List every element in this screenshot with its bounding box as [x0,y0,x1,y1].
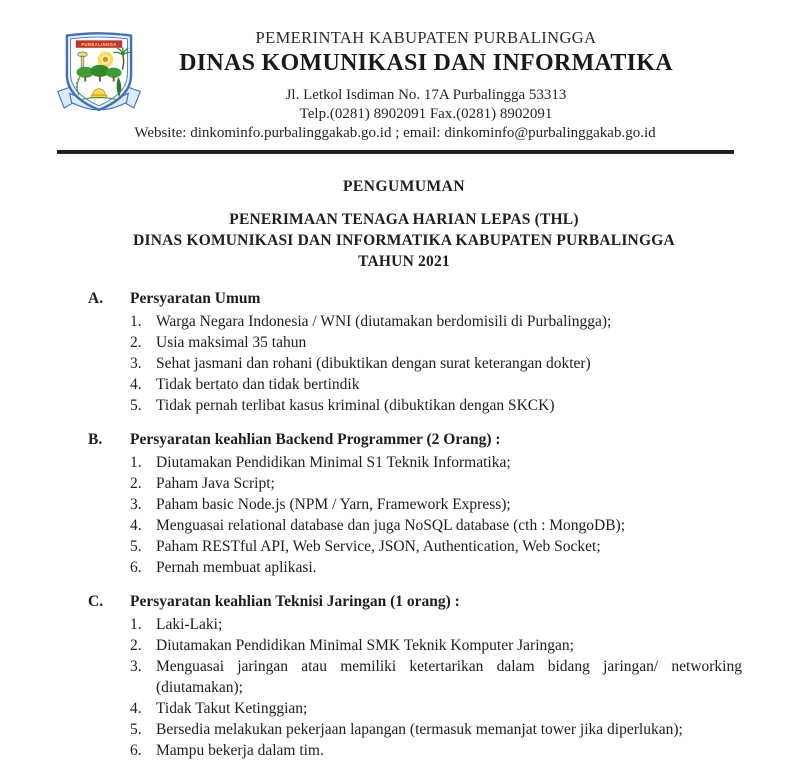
list-item [130,311,742,332]
section-label: C. [88,593,104,610]
list-item [130,635,742,656]
section-heading-row [88,591,742,613]
website-email-line: Website: dinkominfo.purbalinggakab.go.id ; email: dinkominfo@purbalinggakab.go.id [134,125,656,141]
list-item [130,395,742,416]
section-label: A. [88,290,104,307]
item-text: Paham Java Script; [156,475,275,492]
letterhead-text [118,28,734,124]
phone-fax-line: Telp.(0281) 8902091 Fax.(0281) 8902091 [299,106,553,122]
item-text: Laki-Laki; [156,616,223,633]
section-backend-programmer [88,429,742,578]
list-item [130,719,742,740]
item-text: Tidak pernah terlibat kasus kriminal (dibuktikan dengan SKCK) [156,397,555,414]
document-body [0,288,808,761]
section-heading: Persyaratan keahlian Backend Programmer (2 Orang) : [130,431,501,448]
subtitle-line-3: TAHUN 2021 [358,253,450,270]
section-teknisi-jaringan [88,591,742,761]
item-text: Diutamakan Pendidikan Minimal SMK Teknik Komputer Jaringan; [156,637,574,654]
item-number: 2. [130,475,142,492]
item-number: 3. [130,496,142,513]
item-number: 2. [130,334,142,351]
government-name: PEMERINTAH KABUPATEN PURBALINGGA [255,28,597,47]
subtitle-line-1: PENERIMAAN TENAGA HARIAN LEPAS (THL) [229,211,579,228]
list-item [130,452,742,473]
item-number: 3. [130,355,142,372]
list-item [130,515,742,536]
letterhead-divider [57,150,734,154]
list-item [130,656,742,698]
section-items [130,614,742,761]
subtitle-line-2: DINAS KOMUNIKASI DAN INFORMATIKA KABUPATEN PURBALINGGA [133,232,675,249]
list-item [130,614,742,635]
item-text: Menguasai relational database dan juga NoSQL database (cth : MongoDB); [156,517,626,534]
item-text: Warga Negara Indonesia / WNI (diutamakan berdomisili di Purbalingga); [156,313,612,330]
item-text: Paham RESTful API, Web Service, JSON, Authentication, Web Socket; [156,538,601,555]
list-item [130,494,742,515]
item-text: Bersedia melakukan pekerjaan lapangan (termasuk memanjat tower jika diperlukan); [156,721,683,738]
item-number: 4. [130,376,142,393]
purbalingga-crest-logo [53,31,145,119]
item-number: 1. [130,616,142,633]
announcement-subtitle [0,209,808,272]
item-text: Paham basic Node.js (NPM / Yarn, Framework Express); [156,496,511,513]
item-number: 3. [130,658,142,675]
list-item [130,698,742,719]
item-number: 6. [130,559,142,576]
item-number: 5. [130,397,142,414]
letterhead [0,0,808,154]
section-items [130,452,742,578]
item-text: Mampu bekerja dalam tim. [156,742,324,759]
item-number: 1. [130,313,142,330]
item-number: 2. [130,637,142,654]
item-number: 5. [130,721,142,738]
list-item [130,374,742,395]
crest-banner-text: PURBALINGGA [81,41,117,47]
list-item [130,740,742,761]
item-text: Diutamakan Pendidikan Minimal S1 Teknik Informatika; [156,454,511,471]
list-item [130,557,742,578]
item-number: 4. [130,517,142,534]
section-heading: Persyaratan Umum [130,290,261,307]
list-item [130,536,742,557]
address-block [118,86,734,124]
section-heading-row [88,429,742,451]
section-heading-row [88,288,742,310]
list-item [130,473,742,494]
section-label: B. [88,431,103,448]
item-text: Pernah membuat aplikasi. [156,559,317,576]
list-item [130,353,742,374]
section-persyaratan-umum [88,288,742,416]
section-items [130,311,742,416]
item-text: Tidak bertato dan tidak bertindik [156,376,360,393]
announcement-title: PENGUMUMAN [342,178,466,195]
address-line: Jl. Letkol Isdiman No. 17A Purbalingga 53313 [285,87,567,103]
item-number: 4. [130,700,142,717]
list-item [130,332,742,353]
item-number: 1. [130,454,142,471]
section-heading: Persyaratan keahlian Teknisi Jaringan (1 orang) : [130,593,460,610]
agency-name: DINAS KOMUNIKASI DAN INFORMATIKA [179,50,673,76]
item-number: 5. [130,538,142,555]
item-text: Sehat jasmani dan rohani (dibuktikan dengan surat keterangan dokter) [156,355,591,372]
item-text: Usia maksimal 35 tahun [156,334,307,351]
item-text: Menguasai jaringan atau memiliki ketertarikan dalam bidang jaringan/ networking (diutamakan); [156,658,742,696]
item-text: Tidak Takut Ketinggian; [156,700,308,717]
item-number: 6. [130,742,142,759]
